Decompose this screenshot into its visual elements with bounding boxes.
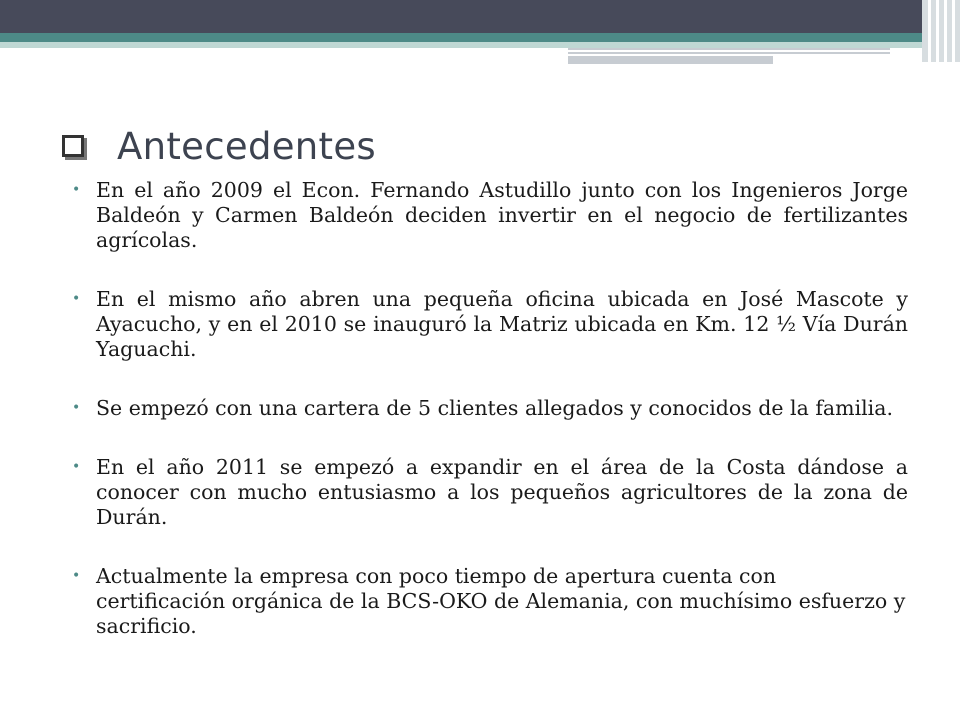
decorative-stripes	[922, 0, 960, 62]
bullet-text: En el año 2009 el Econ. Fernando Astudillo junto con los Ingenieros Jorge Baldeón y Carmen Baldeón deciden invertir en el negocio de fertilizantes agrícolas.	[96, 178, 908, 252]
bullet-icon: •	[72, 182, 81, 198]
list-item	[72, 287, 908, 362]
title-row	[62, 118, 376, 174]
bullet-text: En el año 2011 se empezó a expandir en el área de la Costa dándose a conocer con mucho entusiasmo a los pequeños agricultores de la zona de Durán.	[96, 455, 908, 529]
bullet-list	[72, 178, 908, 673]
list-item	[72, 564, 908, 639]
bullet-icon: •	[72, 291, 81, 307]
page-title: Antecedentes	[117, 124, 376, 168]
decorative-line	[568, 50, 890, 52]
header-band	[0, 0, 960, 33]
bullet-icon: •	[72, 400, 81, 416]
bullet-text: En el mismo año abren una pequeña oficina ubicada en José Mascote y Ayacucho, y en el 2010 se inauguró la Matriz ubicada en Km. 12 ½ Vía Durán Yaguachi.	[96, 287, 908, 361]
bullet-text: Se empezó con una cartera de 5 clientes allegados y conocidos de la familia.	[96, 396, 893, 420]
list-item	[72, 455, 908, 530]
bullet-icon: •	[72, 568, 81, 584]
list-item	[72, 178, 908, 253]
checkbox-icon	[62, 135, 84, 157]
bullet-icon: •	[72, 459, 81, 475]
decorative-bar	[568, 56, 773, 64]
list-item	[72, 396, 908, 421]
teal-accent-strip	[0, 33, 960, 42]
bullet-text: Actualmente la empresa con poco tiempo de apertura cuenta con certificación orgánica de la BCS-OKO de Alemania, con muchísimo esfuerzo y sacrificio.	[96, 564, 906, 638]
